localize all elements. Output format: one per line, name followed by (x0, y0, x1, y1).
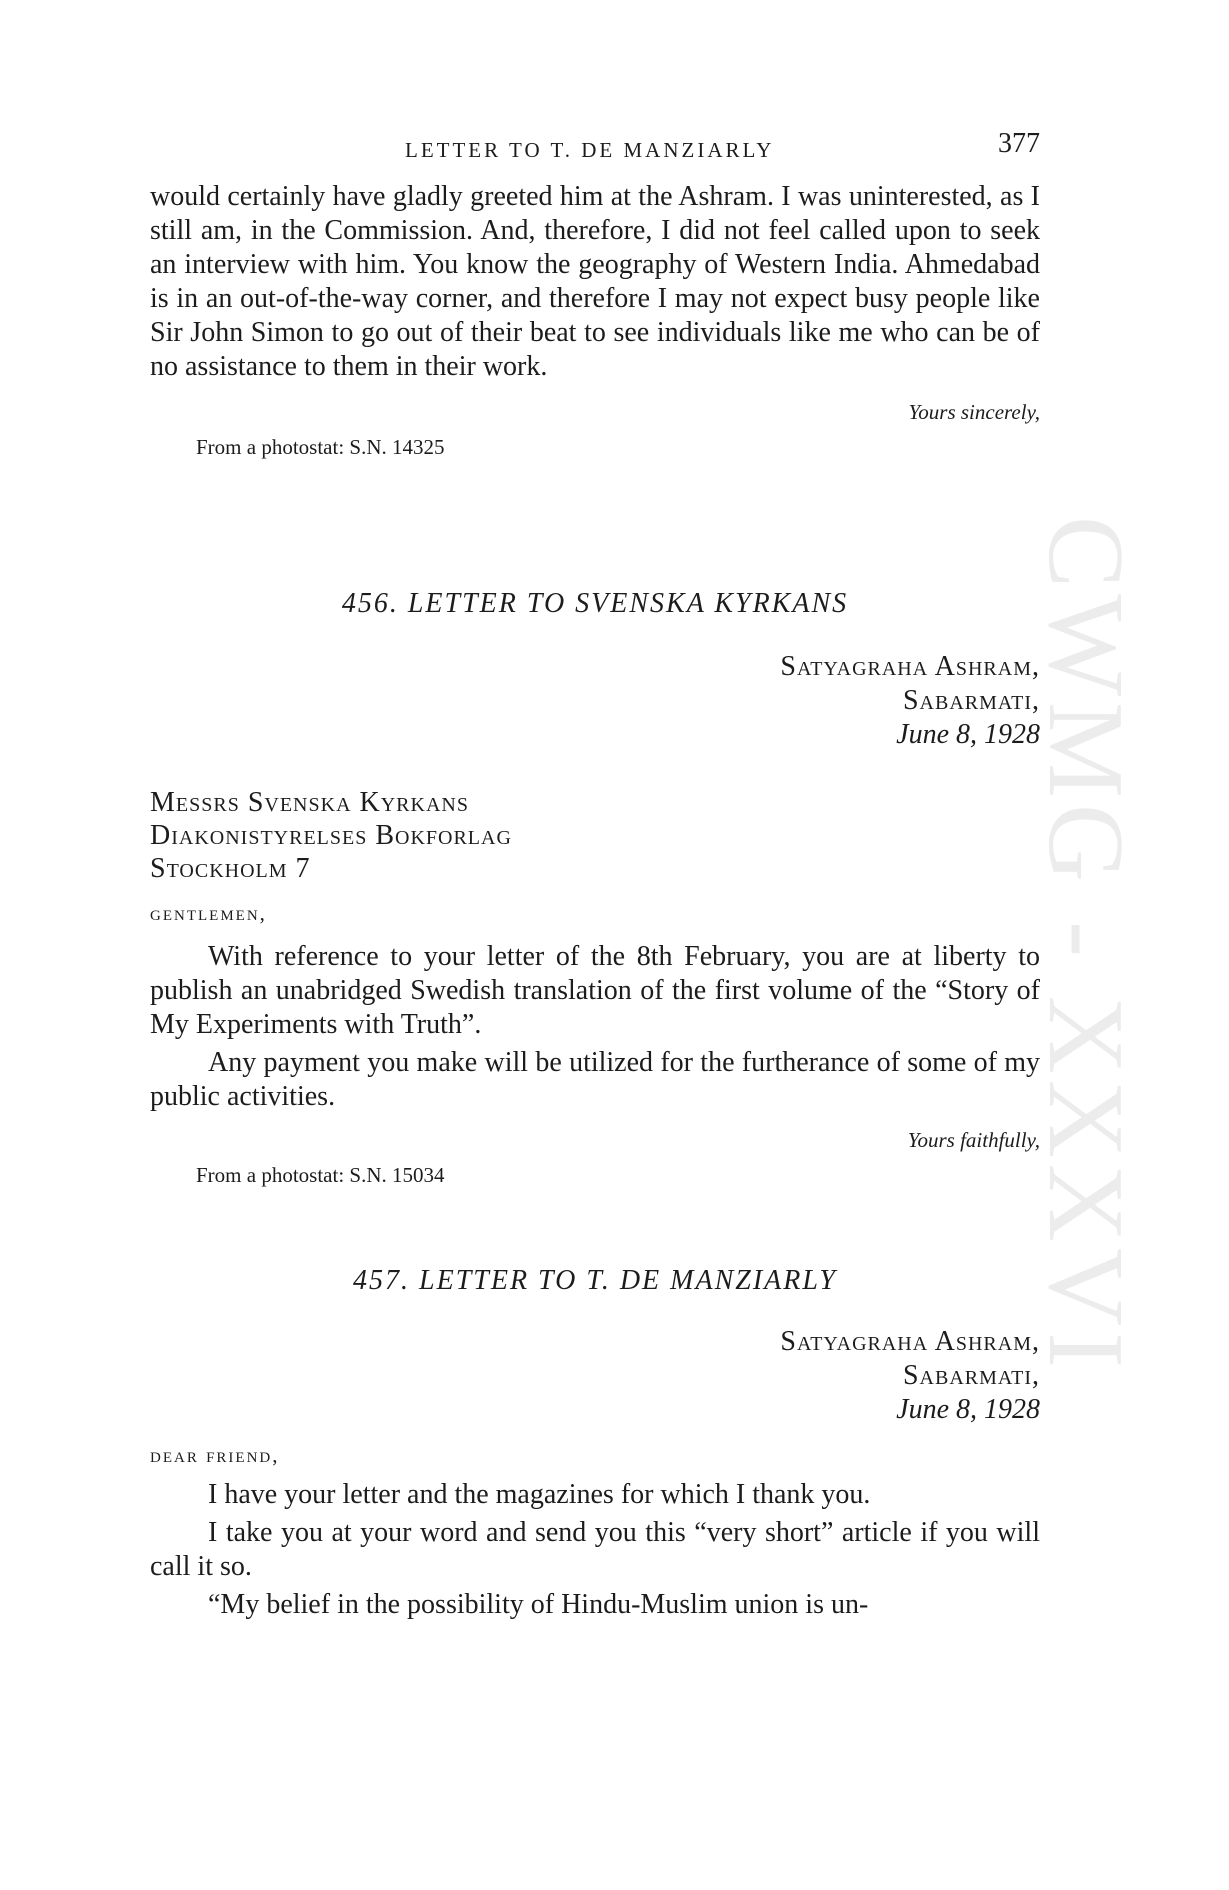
recipient-line: Stockholm 7 (150, 853, 311, 884)
page-number: 377 (998, 128, 1040, 159)
address-line: Sabarmati, (902, 685, 1040, 716)
address-line: Sabarmati, (902, 1360, 1040, 1391)
letter-456-title: 456. LETTER TO SVENSKA KYRKANS (341, 588, 849, 619)
body-paragraph: With reference to your letter of the 8th February, you are at liberty to publish an unabridged Swedish translation of the first volume of the “Story of My Experiments with Truth”. (150, 941, 1040, 1040)
salutation: gentlemen, (150, 901, 267, 925)
closing-line: Yours sincerely, (908, 400, 1040, 424)
watermark (1026, 390, 1145, 1500)
source-note: From a photostat: S.N. 15034 (196, 1163, 445, 1187)
closing-line: Yours faithfully, (907, 1128, 1040, 1152)
address-line: Satyagraha Ashram, (780, 1326, 1040, 1357)
letter-date: June 8, 1928 (896, 719, 1040, 750)
letter-456 (150, 650, 1040, 1188)
letter-457 (150, 1325, 1040, 1622)
address-line: Satyagraha Ashram, (780, 651, 1040, 682)
recipient-address (150, 786, 1040, 885)
body-paragraph: would certainly have gladly greeted him at the Ashram. I was uninterested, as I still am, in the Commission. And, therefore, I did not feel called upon to seek an interview with him. You know the geography of Western India. Ahmedabad is in an out-of-the-way corner, and therefore I may not expect busy people like Sir John Simon to go out of their beat to see individuals like me who can be of no assistance to them in their work. (150, 181, 1040, 382)
continued-letter (150, 180, 1040, 460)
running-title: LETTER TO T. DE MANZIARLY (405, 138, 775, 162)
source-note: From a photostat: S.N. 14325 (196, 435, 445, 459)
letter-457-title: 457. LETTER TO T. DE MANZIARLY (353, 1265, 837, 1296)
watermark-text: CWMG - XXXVI (1026, 516, 1145, 1374)
salutation: dear friend, (150, 1443, 280, 1467)
body-paragraph: I have your letter and the magazines for which I thank you. (208, 1479, 871, 1510)
sender-address (150, 1325, 1040, 1427)
recipient-line: Messrs Svenska Kyrkans (150, 787, 469, 818)
body-paragraph: “My belief in the possibility of Hindu-Muslim union is un- (208, 1589, 869, 1620)
letter-date: June 8, 1928 (896, 1394, 1040, 1425)
body-paragraph: Any payment you make will be utilized for the furtherance of some of my public activities. (150, 1047, 1040, 1112)
recipient-line: Diakonistyrelses Bokforlag (150, 820, 512, 851)
sender-address (150, 650, 1040, 752)
body-paragraph: I take you at your word and send you this “very short” article if you will call it so. (150, 1517, 1040, 1582)
page-header (150, 128, 1040, 168)
